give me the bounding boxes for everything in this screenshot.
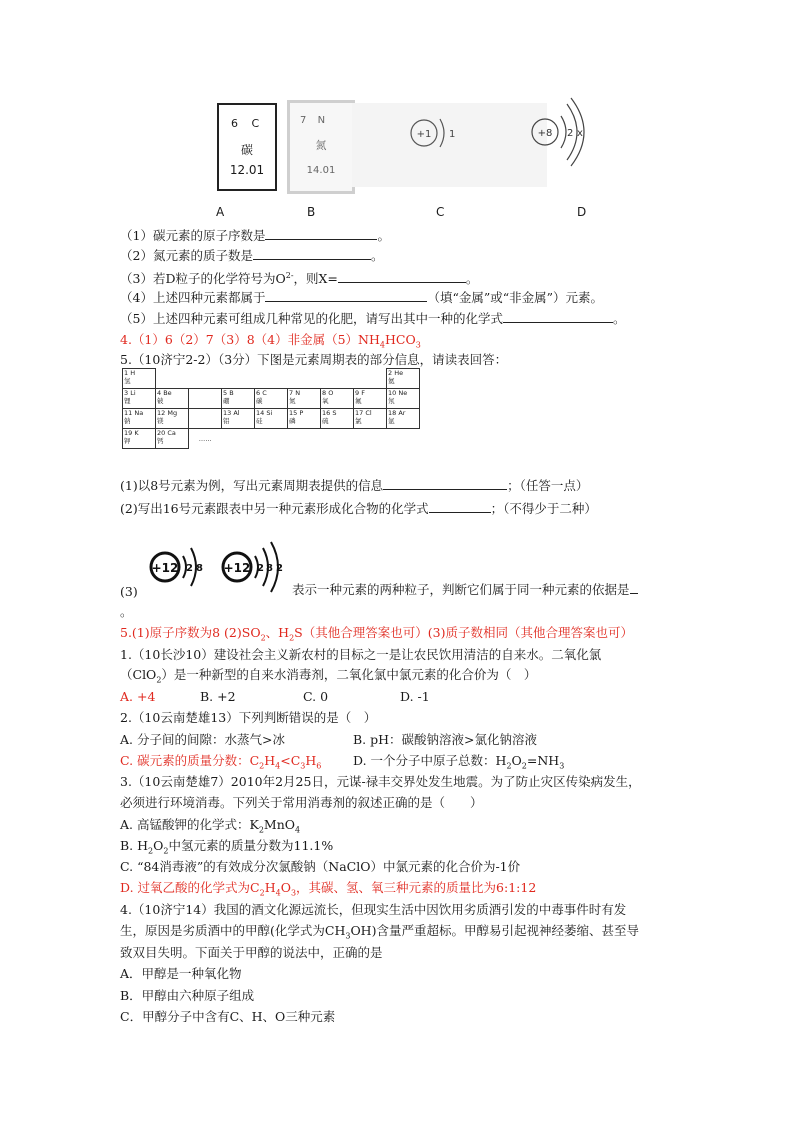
element-cell: 7 N 氮 [288,389,321,409]
mc4-option-a: A．甲醇是一种氧化物 [120,966,242,981]
element-cell [189,389,222,409]
element-cell: 8 O 氧 [321,389,354,409]
q5-answer-c: S（其他合理答案也可）(3)质子数相同（其他合理答案也可） [294,625,633,640]
mc4-stem-line-1: 4.（10济宁14）我国的酒文化源远流长，但现实生活中因饮用劣质酒引发的中毒事件时有发 [120,902,627,917]
q5-answer [120,624,633,648]
tile-carbon-mass: 12.01 [229,163,265,177]
q5-answer-sub2: 2 [289,633,295,643]
mc1-stem-b: ）是一种新型的自来水消毒剂，二氧化氯中氯元素的化合价为（ ） [161,667,537,682]
q5-item-1 [120,477,588,495]
q5-item-1-text: (1)以8号元素为例，写出元素周期表提供的信息 [120,478,384,493]
mc1-stem-line-2 [120,666,536,690]
element-cell: 2 He 氦 [387,369,420,389]
answer-blank[interactable] [253,247,371,260]
q4-item-3-text-b: ，则X= [293,271,338,287]
tile-nitrogen-number: 7 [300,115,307,126]
element-cell: 6 C 碳 [255,389,288,409]
mc1-option-a: A. +4 [120,689,156,704]
mc3-option-a: A. 高锰酸钾的化学式：$K_2MnO_4$ [120,817,301,835]
answer-blank[interactable] [383,477,507,490]
ion1-electrons-1: 2 [186,563,193,574]
ion2-electrons-1: 2 [257,563,264,574]
q4-item-4 [120,289,603,307]
atom-d-nucleus: +8 [537,128,553,139]
caption-c: C [436,205,445,219]
q5-item-1-end: ；（任答一点） [507,478,589,493]
periodic-table-fragment [122,368,420,449]
q4-answer-sub2: 3 [415,340,421,350]
ion2-electrons-3: 2 [276,563,283,574]
ion1-nucleus: +12 [151,561,179,575]
q4-item-5-text: （5）上述四种元素可组成几种常见的化肥，请写出其中一种的化学式 [120,311,503,326]
q4-item-1 [120,227,390,245]
ellipsis-cell: …… [198,434,212,443]
element-cell: 10 Ne 氖 [387,389,420,409]
q5-item-3-text: 表示一种元素的两种粒子，判断它们属于同一种元素的依据是 [292,582,630,597]
element-cell: 1 H 氢 [123,369,156,389]
caption-b: B [307,205,316,219]
ion2-nucleus: +12 [223,561,251,575]
atom-diagram-hydrogen [400,105,480,175]
mc2-option-d: D. 一个分子中原子总数：$H_2O_2=NH_3$ [353,753,565,771]
q5-item-2-text: (2)写出16号元素跟表中另一种元素形成化合物的化学式 [120,501,429,516]
mc4-option-c: C．甲醇分子中含有C、H、O三种元素 [120,1009,336,1024]
q5-intro: 5.（10济宁2-2）（3分）下图是元素周期表的部分信息，请读表回答： [120,352,508,367]
ion-structure-diagrams [143,540,295,602]
q5-item-3-end: 。 [120,604,133,619]
element-cell: 18 Ar 氩 [387,409,420,429]
q5-item-2 [120,500,597,518]
mc3-option-b: B. $H_2O_2$中氢元素的质量分数为11.1% [120,838,334,856]
q5-answer-a: 5.(1)原子序数为8 (2)SO [120,625,261,640]
caption-a: A [216,205,225,219]
q4-item-3 [120,267,478,288]
periodic-row-4 [123,429,420,449]
element-cell: 13 Al 铝 [222,409,255,429]
element-cell: 4 Be 铍 [156,389,189,409]
answer-blank[interactable] [265,289,427,302]
q4-item-1-text: （1）碳元素的原子序数是 [120,228,266,243]
periodic-row-1 [123,369,420,389]
element-cell: 11 Na 钠 [123,409,156,429]
mc2-option-c: C. 碳元素的质量分数：$C_2H_4<C_3H_6$ [120,753,322,771]
mc2-option-b: B. pH：碳酸钠溶液>氯化钠溶液 [353,732,538,747]
mc1-option-b: B. +2 [200,689,236,704]
mc1-stem-line-1: 1.（10长沙10）建设社会主义新农村的目标之一是让农民饮用清洁的自来水。二氧化氯 [120,647,602,662]
element-tile-carbon [217,103,277,191]
mc3-stem-line-2: 必须进行环境消毒。下列关于常用消毒剂的叙述正确的是（ ） [120,795,483,810]
q5-item-3-label: (3) [120,584,138,599]
q4-item-5-period: 。 [612,311,626,326]
element-cell: 3 Li 锂 [123,389,156,409]
caption-d: D [577,205,587,219]
atom-d-shell-inner: 2 [567,128,574,139]
q4-item-3-period: 。 [465,271,479,287]
q4-item-3-charge: 2- [285,271,294,280]
q4-item-2 [120,247,383,265]
answer-blank[interactable] [265,227,377,240]
mc1-option-c: C. 0 [303,689,329,704]
mc2-option-a: A. 分子间的间隙：水蒸气>冰 [120,732,285,747]
mc4-stem-line-2: 生，原因是劣质酒中的甲醇(化学式为$CH_3OH$)含量严重超标。甲醇易引起视神经萎缩、甚至导 [120,923,639,941]
ion2-electrons-2: 8 [266,563,273,574]
q4-item-2-text: （2）氮元素的质子数是 [120,248,253,263]
tile-nitrogen-name: 氮 [315,139,327,152]
mc3-stem-line-1: 3.（10云南楚雄7）2010年2月25日，元谋-禄丰交界处发生地震。为了防止灾区传染病发生， [120,774,641,789]
q4-answer-sub1: 4 [379,340,385,350]
empty-cell [222,429,420,449]
answer-blank[interactable] [429,500,491,513]
q5-answer-b: 、H [265,625,290,640]
element-cell: 14 Si 硅 [255,409,288,429]
answer-blank[interactable] [338,270,466,283]
q5-answer-sub1: 2 [260,633,266,643]
element-cell: 12 Mg 镁 [156,409,189,429]
q5-item-3 [292,581,638,599]
q4-answer-b: HCO [384,332,416,347]
atom-d-shell-outer: x [577,128,583,139]
element-cell: 16 S 硫 [321,409,354,429]
q4-item-3-text-a: （3）若D粒子的化学符号为O [120,271,286,287]
q4-item-2-period: 。 [370,248,384,263]
empty-cell [156,369,387,389]
element-cell: 5 B 硼 [222,389,255,409]
mc1-stem-a: （ClO [120,667,157,682]
q4-item-4-text-a: （4）上述四种元素都属于 [120,290,266,305]
mc1-option-d: D. -1 [400,689,430,704]
tile-carbon-symbol: C [251,117,260,130]
q4-item-5 [120,310,625,328]
mc3-option-c: C. “84消毒液”的有效成分次氯酸钠（NaClO）中氯元素的化合价为-1价 [120,859,521,874]
element-cell: 19 K 钾 [123,429,156,449]
q4-item-1-period: 。 [377,228,390,243]
q4-item-4-text-b: （填“金属”或“非金属”）元素。 [427,290,604,305]
periodic-row-3 [123,409,420,429]
tile-carbon-number: 6 [231,117,238,130]
answer-blank[interactable] [630,581,638,594]
atom-diagram-oxygen [525,94,615,184]
atom-c-shell: 1 [449,129,456,140]
element-cell: 15 P 磷 [288,409,321,429]
mc1-stem-sub: 2 [156,675,162,685]
element-tile-nitrogen [287,100,355,194]
mc4-stem-line-3: 致双目失明。下面关于甲醇的说法中，正确的是 [120,945,383,960]
mc2-stem: 2.（10云南楚雄13）下列判断错误的是（ ） [120,710,377,725]
tile-nitrogen-symbol: N [317,115,326,126]
mc3-option-d: D. 过氧乙酸的化学式为$C_2H_4O_3$，其碳、氢、氧三种元素的质量比为6:1:12 [120,880,537,898]
periodic-row-2 [123,389,420,409]
tile-carbon-name: 碳 [240,143,253,157]
q4-answer-a: 4.（1）6（2）7（3）8（4）非金属（5）NH [120,332,380,347]
element-cell [189,409,222,429]
q5-item-2-end: ；（不得少于二种） [490,501,597,516]
mc4-option-b: B．甲醇由六种原子组成 [120,988,255,1003]
tile-nitrogen-mass: 14.01 [306,165,336,176]
element-cell: 9 F 氟 [354,389,387,409]
atom-c-nucleus: +1 [416,129,432,140]
element-cell: 17 Cl 氯 [354,409,387,429]
ion1-electrons-2: 8 [196,563,203,574]
answer-blank[interactable] [503,310,613,323]
element-cell: 20 Ca 钙 [156,429,189,449]
